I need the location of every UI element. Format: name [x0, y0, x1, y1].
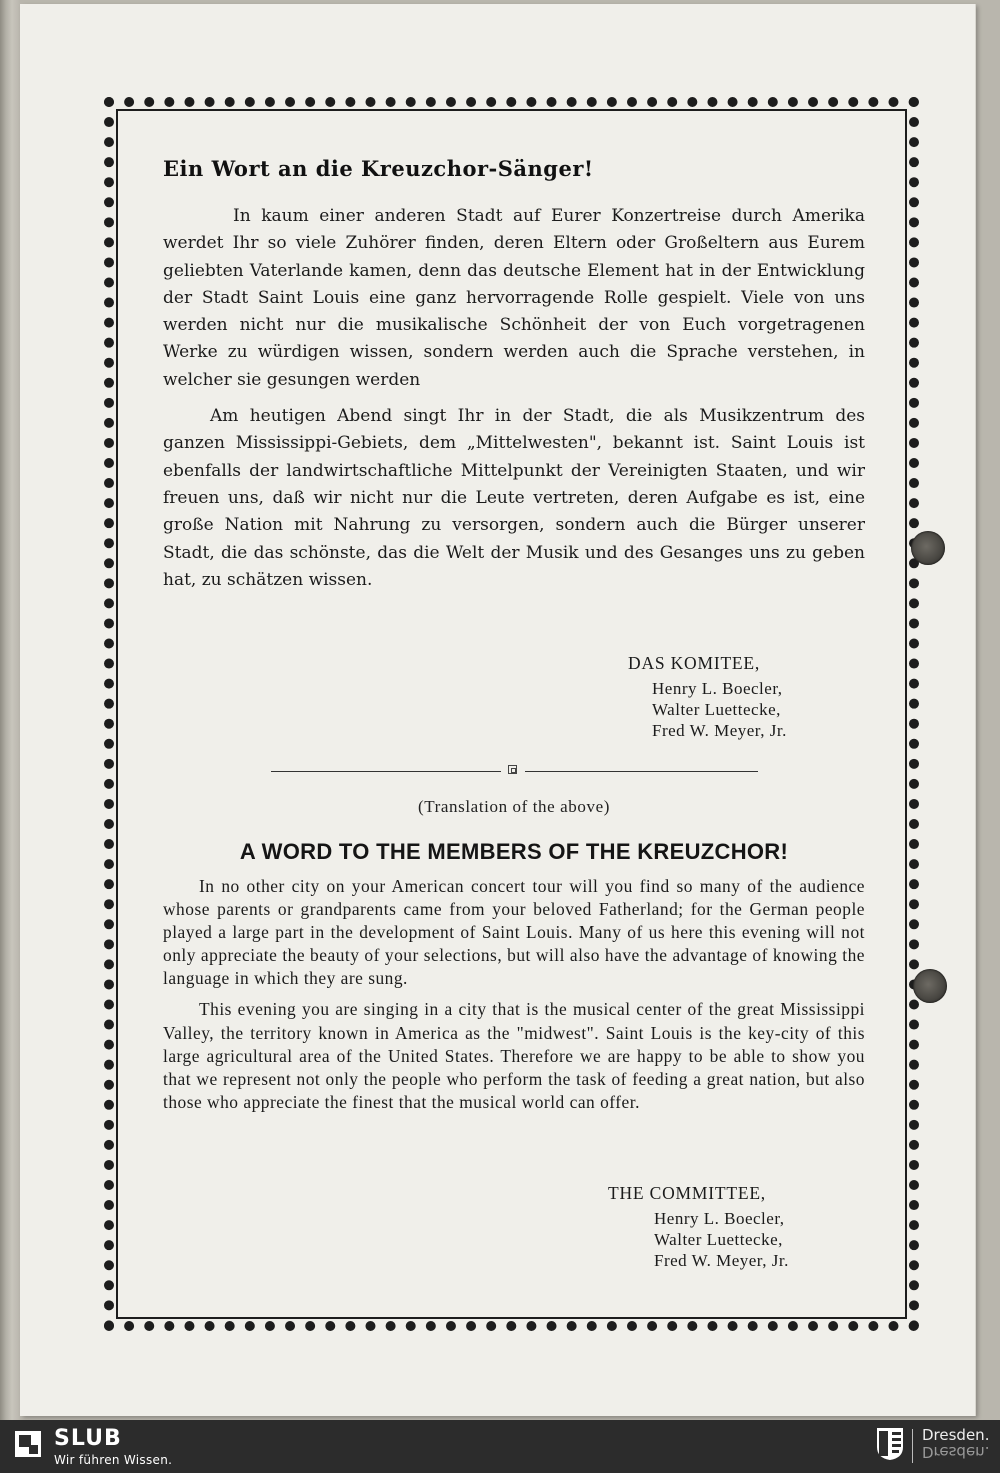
translation-note: (Translation of the above): [417, 797, 611, 816]
english-signature-head: THE COMMITTEE,: [608, 1183, 766, 1203]
english-paragraph-1: In no other city on your American concert tour will you find so many of the audience whose parents or grandparents came from your beloved Fatherland; for the German people played a large part in the development of Saint Louis. Many of us here this evening will not only appreciate the beauty of your selections, but will also have the advantage of knowing the language in which they are sung.: [163, 876, 865, 989]
slub-logo-icon[interactable]: [12, 1428, 44, 1460]
library-tagline: Wir führen Wissen.: [54, 1453, 173, 1467]
section-divider: [271, 764, 758, 778]
english-signatory-1: Henry L. Boecler,: [654, 1209, 785, 1228]
english-heading: A WORD TO THE MEMBERS OF THE KREUZCHOR!: [239, 839, 789, 864]
german-paragraph-2: Am heutigen Abend singt Ihr in der Stadt, die als Musikzentrum des ganzen Mississippi-Gebiets, dem „Mittelwesten", bekannt ist. Saint Louis ist ebenfalls der landwirtschaftliche Mittelpunkt der Vereinigten Staaten, und wir freuen uns, daß wir nicht nur die Leute vertreten, deren Aufgabe es ist, eine große Nation mit Nahrung zu versorgen, sondern auch die Bürger unserer Stadt, die das schönste, das die Welt der Musik und des Gesanges uns zu geben hat, zu schätzen wissen.: [163, 406, 865, 590]
german-signatories: [628, 678, 787, 741]
footer-separator: [912, 1429, 913, 1463]
punch-hole-upper: [911, 531, 945, 565]
punch-hole-lower: [913, 969, 947, 1003]
german-body: [163, 203, 865, 594]
english-signatory-2: Walter Luettecke,: [654, 1230, 783, 1249]
german-signature: [628, 653, 787, 741]
english-paragraph-2: This evening you are singing in a city that is the musical center of the great Mississippi Valley, the territory known in America as the "midwest". Saint Louis is the key-city of this large agricultural area of the United States. Therefore we are happy to be able to show you that we represent not only the people who perform the task of feeding a great nation, but also those who appreciate the finest that the musical world can offer.: [163, 999, 865, 1112]
german-signatory-3: Fred W. Meyer, Jr.: [652, 721, 787, 740]
german-signatory-2: Walter Luettecke,: [652, 700, 781, 719]
german-signatory-1: Henry L. Boecler,: [652, 679, 783, 698]
city-logo-text[interactable]: Dresden.: [922, 1426, 990, 1444]
viewer-footer: [0, 1420, 1000, 1473]
english-signatories: [608, 1208, 789, 1271]
library-name[interactable]: SLUB: [54, 1426, 122, 1451]
city-crest-icon[interactable]: [876, 1427, 904, 1461]
english-signature: [608, 1183, 789, 1271]
german-signature-head: DAS KOMITEE,: [628, 653, 761, 673]
city-logo-reflection: Dresden.: [922, 1443, 990, 1461]
english-signatory-3: Fred W. Meyer, Jr.: [654, 1251, 789, 1270]
divider-ornament: [508, 765, 517, 774]
german-paragraph-1: In kaum einer anderen Stadt auf Eurer Konzertreise durch Amerika werdet Ihr so viele Zuhörer finden, deren Eltern oder Großeltern aus Eurem geliebten Vaterlande kamen, denn das deutsche Element hat in der Entwicklung der Stadt Saint Louis eine ganz hervorragende Rolle gespielt. Viele von uns werden nicht nur die musikalische Schönheit der von Euch vorgetragenen Werke zu würdigen wissen, sondern werden auch die Sprache verstehen, in welcher sie gesungen werden: [163, 206, 865, 390]
english-body: [163, 875, 865, 1114]
german-heading: Ein Wort an die Kreuzchor-Sänger!: [163, 156, 594, 181]
